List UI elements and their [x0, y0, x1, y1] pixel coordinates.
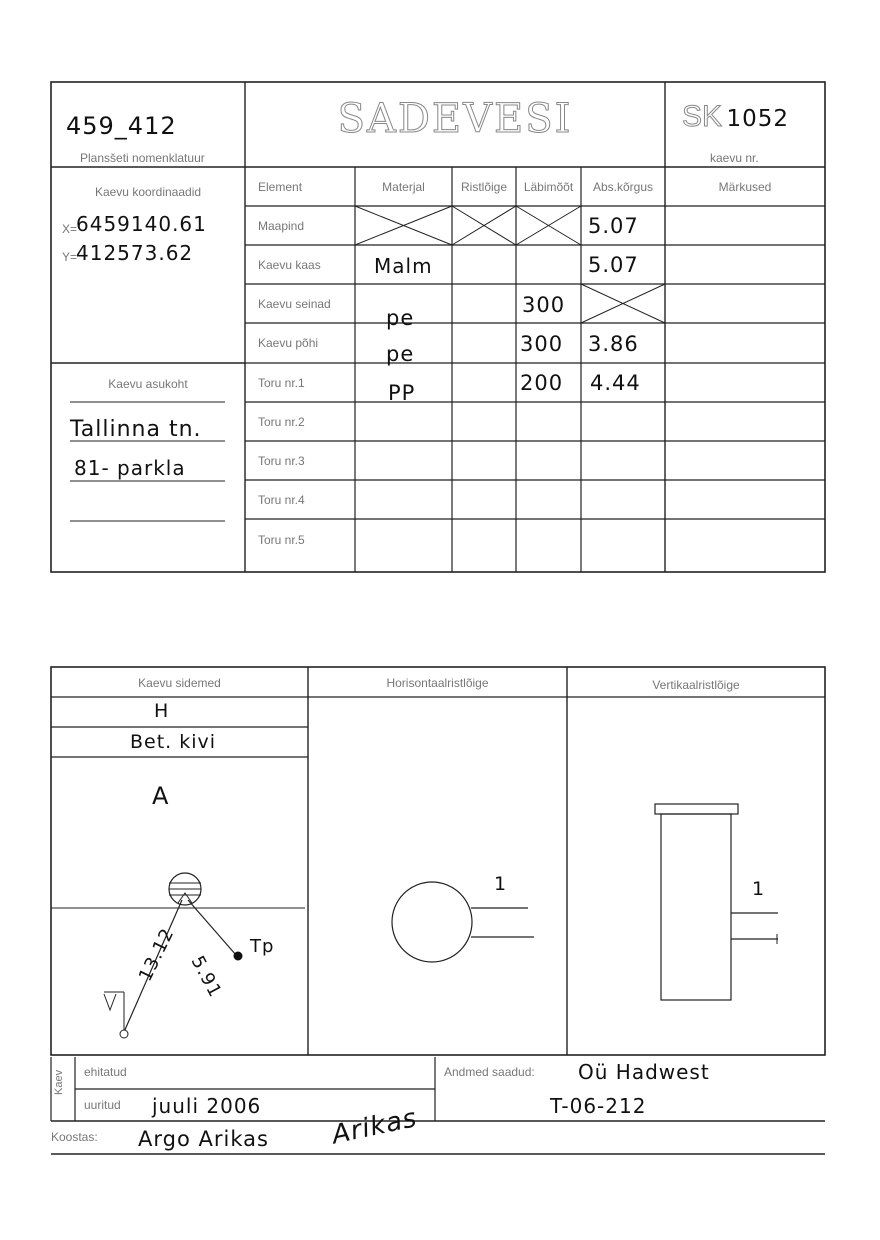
table-row-element: Kaevu kaas	[258, 258, 321, 272]
plan-label: Plansšeti nomenklatuur	[80, 151, 205, 165]
well-number	[682, 100, 789, 134]
table-cell-elevation: 5.07	[588, 253, 639, 277]
ties-label: Kaevu sidemed	[138, 676, 221, 690]
source-label: Andmed saadud:	[444, 1065, 535, 1079]
well-number-prefix: SK	[682, 100, 723, 133]
table-cell-elevation: 5.07	[588, 214, 639, 238]
source-line-1: Oü Hadwest	[578, 1060, 710, 1084]
col-header-cross-section: Ristlõige	[460, 180, 508, 194]
location-label: Kaevu asukoht	[108, 377, 188, 391]
table-cell-material: Malm	[374, 254, 433, 278]
x-label: X=	[62, 222, 78, 236]
pipe-label-horizontal: 1	[494, 873, 508, 895]
distance-2: 5.91	[186, 952, 226, 1002]
table-row-element: Toru nr.4	[258, 493, 305, 507]
author-value: Argo Arikas	[138, 1127, 269, 1151]
table-row-element: Toru nr.1	[258, 376, 305, 390]
horizontal-section-label: Horisontaalristlõige	[386, 676, 489, 690]
y-value: 412573.62	[76, 241, 194, 265]
table-row-element: Kaevu põhi	[258, 336, 319, 350]
built-label: ehitatud	[84, 1065, 127, 1079]
col-header-diameter: Läbimõõt	[523, 180, 574, 194]
table-cell-diameter: 200	[520, 371, 564, 395]
table-cell-material: pe	[386, 342, 415, 366]
surveyed-value: juuli 2006	[152, 1094, 262, 1118]
plan-code: 459_412	[66, 112, 177, 140]
table-row-element: Toru nr.3	[258, 454, 305, 468]
table-row-element: Toru nr.5	[258, 533, 305, 547]
pipe-label-vertical: 1	[752, 878, 766, 900]
table-cell-diameter: 300	[522, 293, 566, 317]
coordinates-label: Kaevu koordinaadid	[94, 185, 202, 199]
author-label: Koostas:	[51, 1130, 98, 1144]
surveyed-label: uuritud	[84, 1098, 121, 1112]
table-cell-material: pe	[386, 306, 415, 330]
table-cell-diameter: 300	[520, 332, 564, 356]
vertical-section-label: Vertikaalristlõige	[652, 678, 740, 692]
distance-1: 13.12	[134, 924, 179, 985]
location-line-2: 81- parkla	[74, 456, 186, 480]
table-row-element: Toru nr.2	[258, 415, 305, 429]
page-title: SADEVESI	[337, 96, 573, 142]
location-line-1: Tallinna tn.	[70, 417, 202, 442]
table-cell-elevation: 3.86	[588, 332, 639, 356]
well-number-label: kaevu nr.	[710, 151, 759, 165]
col-header-element: Element	[258, 180, 303, 194]
col-header-material: Materjal	[382, 180, 425, 194]
point-a-label: A	[152, 782, 170, 810]
x-value: 6459140.61	[76, 212, 207, 236]
table-row-element: Maapind	[258, 219, 305, 233]
tp-label: Tp	[250, 936, 275, 957]
y-label: Y=	[62, 250, 78, 264]
signature: Arikas	[329, 1103, 420, 1151]
table-row-element: Kaevu seinad	[258, 297, 331, 311]
tie-line-2: Bet. kivi	[130, 731, 217, 753]
col-header-notes: Märkused	[718, 180, 772, 194]
table-cell-material: PP	[388, 381, 416, 405]
source-line-2: T-06-212	[550, 1094, 647, 1118]
footer-side-label: Kaev	[53, 1069, 65, 1095]
table-cell-elevation: 4.44	[590, 371, 641, 395]
well-number-value: 1052	[726, 106, 790, 132]
tie-line-1: H	[154, 700, 170, 722]
col-header-elevation: Abs.kõrgus	[592, 180, 654, 194]
